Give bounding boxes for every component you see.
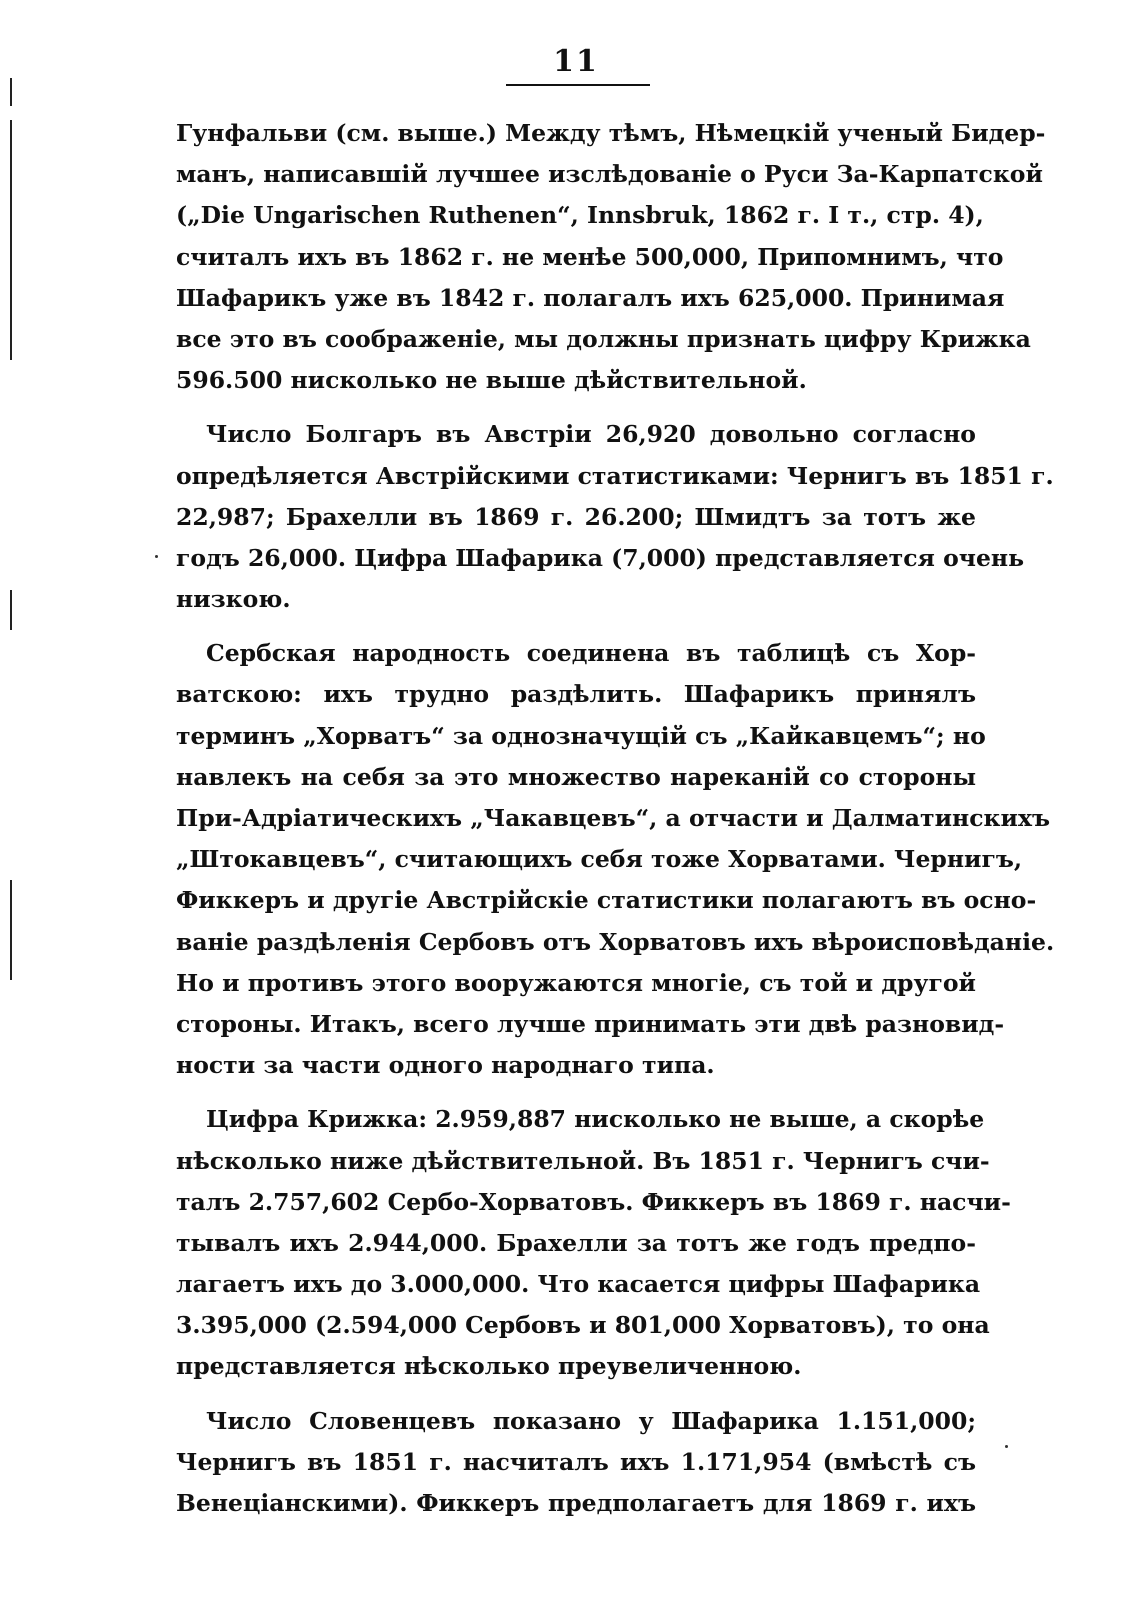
paragraph-4 <box>176 1099 1011 1387</box>
text-line: лагаетъ ихъ до 3.000,000. Что касается цифры Шафарика <box>176 1270 981 1299</box>
text-line: Шафарикъ уже въ 1842 г. полагалъ ихъ 625,000. Принимая <box>176 283 1005 312</box>
text-line: ватскою: ихъ трудно раздѣлить. Шафарикъ принялъ <box>176 680 976 709</box>
text-line: ности за части одного народнаго типа. <box>176 1051 715 1080</box>
text-line: Цифра Крижка: 2.959,887 нисколько не выше, а скорѣе <box>206 1105 985 1134</box>
text-line: Число Болгаръ въ Австріи 26,920 довольно согласно <box>206 420 976 449</box>
text-line: представляется нѣсколько преувеличенною. <box>176 1352 802 1381</box>
text-line: талъ 2.757,602 Сербо-Хорватовъ. Фиккеръ въ 1869 г. насчи- <box>176 1187 1011 1216</box>
paragraph-3 <box>176 633 1055 1086</box>
paragraph-5 <box>176 1401 976 1525</box>
text-line: тывалъ ихъ 2.944,000. Брахелли за тотъ же годъ предпо- <box>176 1228 976 1257</box>
text-line: манъ, написавшій лучшее изслѣдованіе о Руси За-Карпатской <box>176 160 1043 189</box>
page-number-rule <box>506 84 650 86</box>
scan-edge-mark <box>10 590 12 630</box>
scan-edge-mark <box>10 880 12 980</box>
page-number: 11 <box>553 44 599 79</box>
text-line: навлекъ на себя за это множество нареканій со стороны <box>176 762 976 791</box>
text-line: Венеціанскими). Фиккеръ предполагаетъ для 1869 г. ихъ <box>176 1489 976 1517</box>
body-text <box>176 113 1055 1537</box>
text-line: 596.500 нисколько не выше дѣйствительной. <box>176 366 807 395</box>
text-line: Чернигъ въ 1851 г. насчиталъ ихъ 1.171,954 (вмѣстѣ съ <box>176 1447 976 1476</box>
text-line: опредѣляется Австрійскими статистиками: Чернигъ въ 1851 г. <box>176 461 1054 490</box>
text-line: Гунфальви (см. выше.) Между тѣмъ, Нѣмецкій ученый Бидер- <box>176 119 1046 147</box>
text-line: стороны. Итакъ, всего лучше принимать эти двѣ разновид- <box>176 1009 1005 1038</box>
text-line: 22,987; Брахелли въ 1869 г. 26.200; Шмидтъ за тотъ же <box>176 502 976 531</box>
scan-edge-mark <box>10 120 12 360</box>
text-line: 3.395,000 (2.594,000 Сербовъ и 801,000 Хорватовъ), то она <box>176 1311 990 1340</box>
text-line: все это въ соображеніе, мы должны признать цифру Крижка <box>176 324 1031 353</box>
text-line: считалъ ихъ въ 1862 г. не менѣе 500,000, Припомнимъ, что <box>176 242 1004 271</box>
paragraph-1 <box>176 113 1046 401</box>
text-line: Сербская народность соединена въ таблицѣ съ Хор- <box>206 639 976 668</box>
text-line: („Die Ungarischen Ruthenen“, Innsbruk, 1862 г. I т., стр. 4), <box>176 201 984 230</box>
text-line: терминъ „Хорватъ“ за однозначущій съ „Кайкавцемъ“; но <box>176 721 986 750</box>
text-line: Число Словенцевъ показано у Шафарика 1.151,000; <box>206 1406 976 1435</box>
text-line: годъ 26,000. Цифра Шафарика (7,000) представляется очень <box>176 543 1025 572</box>
text-line: низкою. <box>176 585 291 614</box>
paragraph-2 <box>176 414 1054 620</box>
scan-speck <box>1005 1445 1008 1448</box>
scan-speck <box>155 555 158 558</box>
text-line: „Штокавцевъ“, считающихъ себя тоже Хорватами. Чернигъ, <box>176 845 1023 874</box>
text-line: При-Адріатическихъ „Чакавцевъ“, а отчасти и Далматинскихъ <box>176 804 1050 832</box>
text-line: нѣсколько ниже дѣйствительной. Въ 1851 г. Чернигъ счи- <box>176 1146 990 1175</box>
scan-edge-mark <box>10 78 12 106</box>
text-line: Но и противъ этого вооружаются многіе, съ той и другой <box>176 968 976 997</box>
text-line: Фиккеръ и другіе Австрійскіе статистики полагаютъ въ осно- <box>176 886 1037 915</box>
text-line: ваніе раздѣленія Сербовъ отъ Хорватовъ ихъ вѣроисповѣданіе. <box>176 927 1055 956</box>
